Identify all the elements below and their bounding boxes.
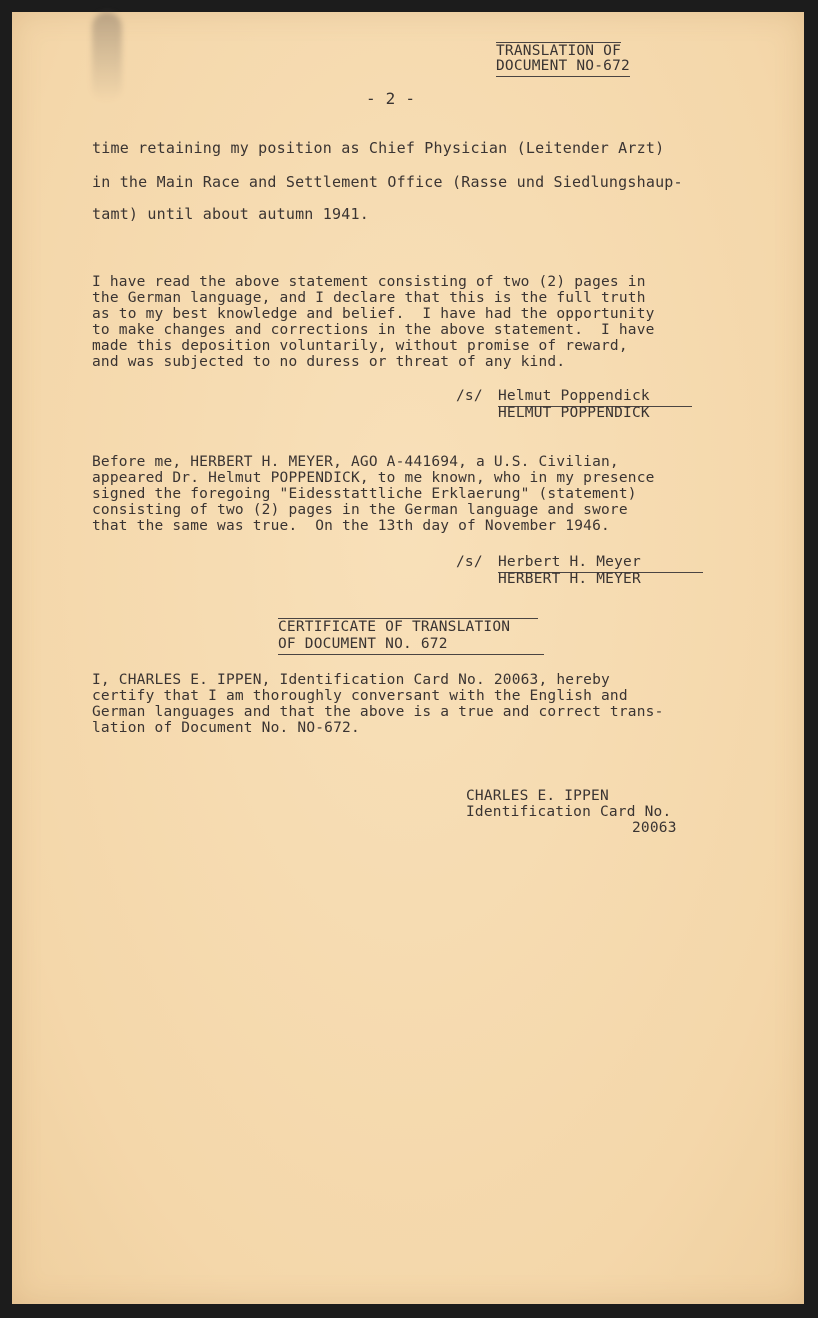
witness-line: consisting of two (2) pages in the German language and swore bbox=[92, 502, 628, 518]
translator-id-label: Identification Card No. bbox=[466, 804, 672, 820]
document-page bbox=[12, 12, 804, 1304]
translator-id-number: 20063 bbox=[632, 820, 677, 836]
signature-prefix: /s/ bbox=[456, 554, 483, 570]
certificate-line: German languages and that the above is a true and correct trans- bbox=[92, 704, 664, 720]
declaration-line: as to my best knowledge and belief. I have had the opportunity bbox=[92, 306, 655, 322]
certificate-line: I, CHARLES E. IPPEN, Identification Card No. 20063, hereby bbox=[92, 672, 610, 688]
body-line: in the Main Race and Settlement Office (Rasse und Siedlungshaup- bbox=[92, 173, 683, 191]
certificate-line: lation of Document No. NO-672. bbox=[92, 720, 360, 736]
declaration-line: made this deposition voluntarily, without promise of reward, bbox=[92, 338, 628, 354]
certificate-title: CERTIFICATE OF TRANSLATION bbox=[278, 618, 538, 636]
declaration-line: to make changes and corrections in the above statement. I have bbox=[92, 322, 655, 338]
signature-prefix: /s/ bbox=[456, 388, 483, 404]
body-line: tamt) until about autumn 1941. bbox=[92, 205, 369, 223]
witness-line: appeared Dr. Helmut POPPENDICK, to me known, who in my presence bbox=[92, 470, 655, 486]
declaration-line: the German language, and I declare that this is the full truth bbox=[92, 290, 646, 306]
typed-name-meyer: HERBERT H. MEYER bbox=[498, 571, 641, 587]
ink-smudge bbox=[92, 12, 122, 102]
declaration-line: I have read the above statement consisting of two (2) pages in bbox=[92, 274, 646, 290]
signature-meyer: Herbert H. Meyer bbox=[498, 554, 703, 573]
translator-name: CHARLES E. IPPEN bbox=[466, 788, 609, 804]
header-translation-of: TRANSLATION OF bbox=[496, 43, 622, 59]
witness-line: Before me, HERBERT H. MEYER, AGO A-441694, a U.S. Civilian, bbox=[92, 454, 619, 470]
witness-line: signed the foregoing "Eidesstattliche Erklaerung" (statement) bbox=[92, 486, 637, 502]
page-number: - 2 - bbox=[366, 89, 416, 108]
typed-name-poppendick: HELMUT POPPENDICK bbox=[498, 405, 650, 421]
witness-line: that the same was true. On the 13th day of November 1946. bbox=[92, 518, 610, 534]
body-line: time retaining my position as Chief Physician (Leitender Arzt) bbox=[92, 139, 665, 157]
certificate-line: certify that I am thoroughly conversant with the English and bbox=[92, 688, 628, 704]
declaration-line: and was subjected to no duress or threat of any kind. bbox=[92, 354, 566, 370]
signature-poppendick: Helmut Poppendick bbox=[498, 388, 692, 407]
certificate-subtitle: OF DOCUMENT NO. 672 bbox=[278, 636, 544, 655]
header-document-no: DOCUMENT NO-672 bbox=[496, 58, 630, 77]
